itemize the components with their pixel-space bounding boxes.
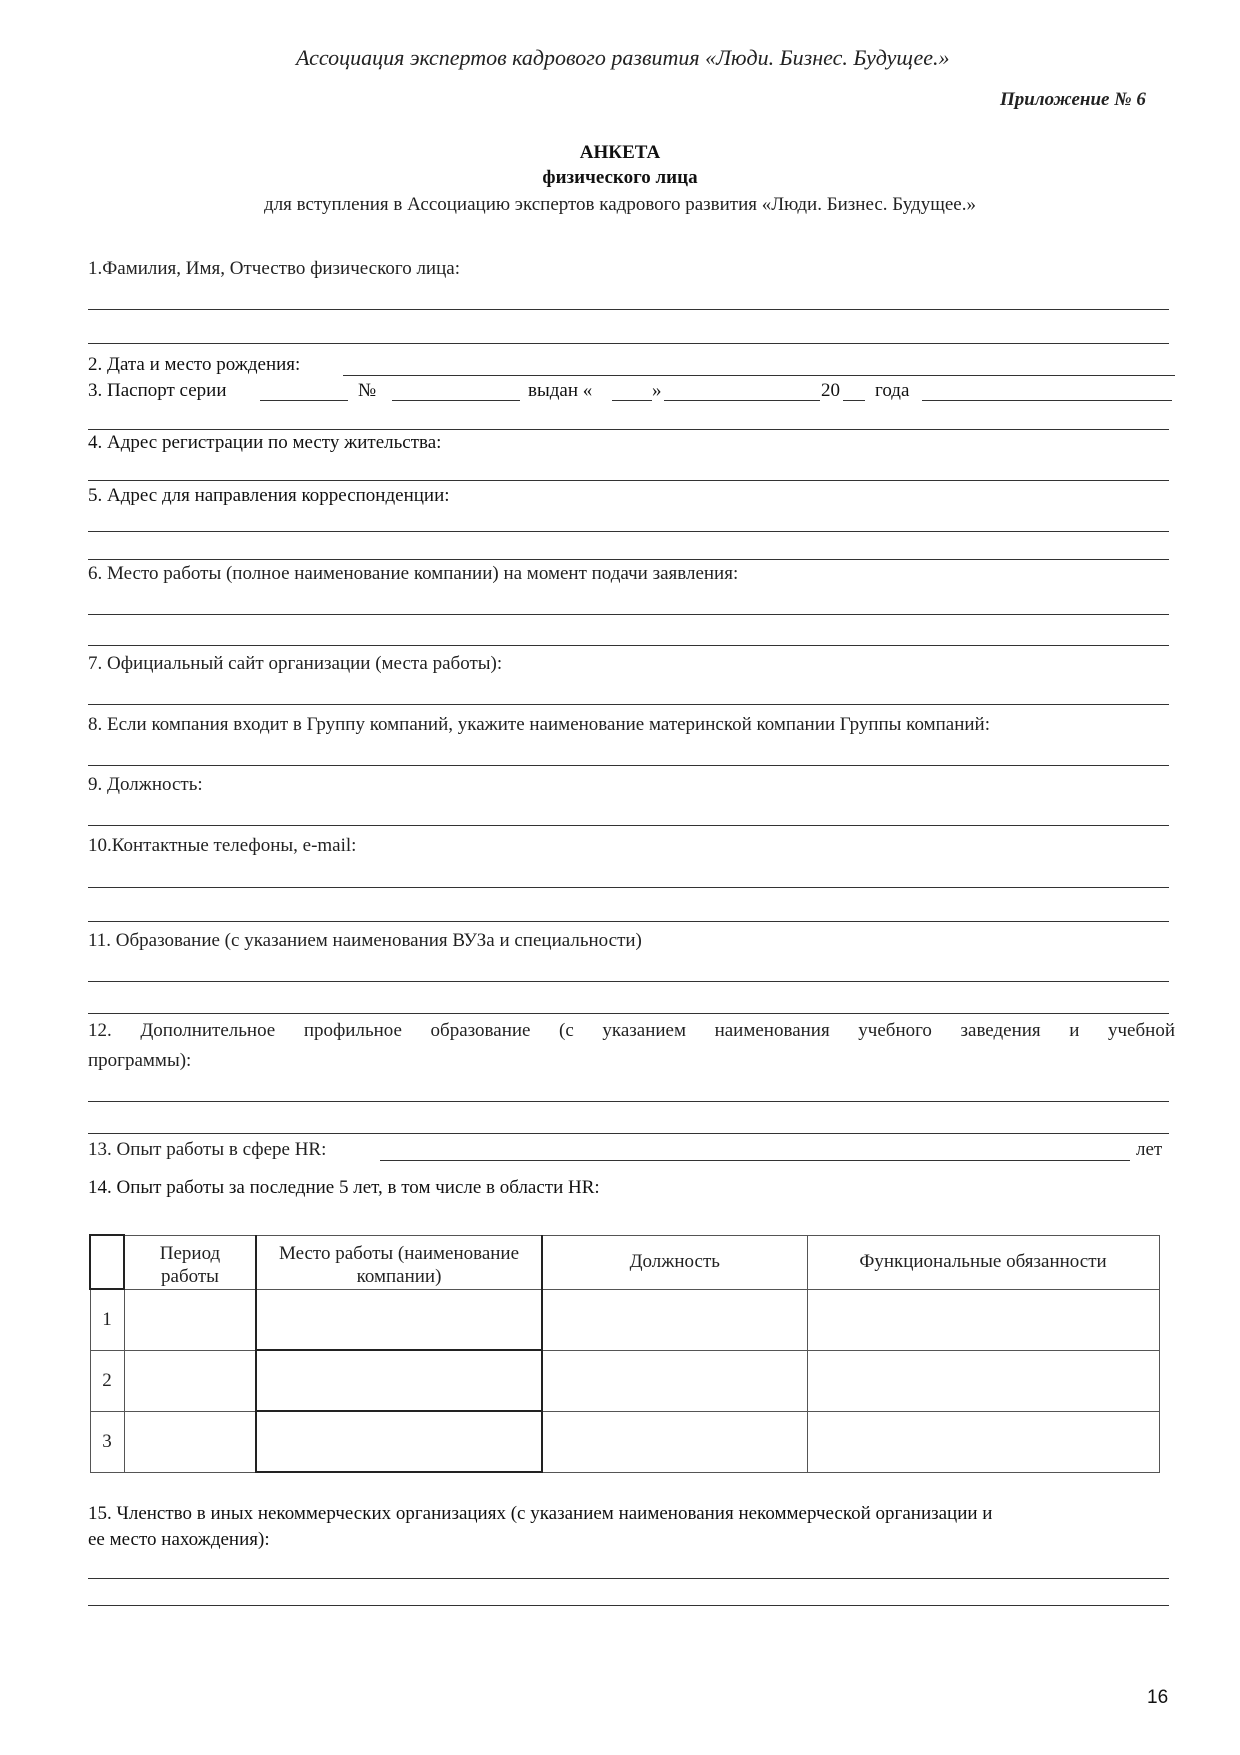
- passport-issuer-line-a[interactable]: [922, 400, 1172, 401]
- appendix-label: Приложение № 6: [1000, 89, 1146, 110]
- field-5-line-a[interactable]: [88, 531, 1169, 532]
- table-cell-duties[interactable]: [807, 1350, 1159, 1411]
- field-9-line[interactable]: [88, 825, 1169, 826]
- table-row-number: 2: [90, 1350, 124, 1411]
- table-header-number-cell: [90, 1235, 124, 1289]
- field-11-line-b[interactable]: [88, 1013, 1169, 1014]
- table-row-number: 3: [90, 1411, 124, 1472]
- table-header-duties: Функциональные обязанности: [807, 1235, 1159, 1289]
- table-cell-place[interactable]: [256, 1350, 542, 1411]
- passport-day-line[interactable]: [612, 400, 652, 401]
- field-8-label: 8. Если компания входит в Группу компаний, укажите наименование материнской компании Группы компаний:: [88, 714, 990, 735]
- table-row-number: 1: [90, 1289, 124, 1350]
- field-5-line-b[interactable]: [88, 559, 1169, 560]
- field-2-label: 2. Дата и место рождения:: [88, 354, 301, 375]
- passport-number-line[interactable]: [392, 400, 520, 401]
- table-row: [90, 1350, 1159, 1411]
- table-cell-position[interactable]: [542, 1411, 807, 1472]
- table-cell-place[interactable]: [256, 1411, 542, 1472]
- passport-month-line[interactable]: [664, 400, 820, 401]
- field-1-line-a[interactable]: [88, 309, 1169, 310]
- table-cell-period[interactable]: [124, 1289, 256, 1350]
- field-12-label-line-2: программы):: [88, 1050, 192, 1071]
- field-7-line[interactable]: [88, 704, 1169, 705]
- page-number: 16: [1147, 1687, 1169, 1708]
- field-15-label-line-2: ее место нахождения):: [88, 1529, 270, 1550]
- table-header-period: Период работы: [124, 1235, 256, 1289]
- field-12-line-a[interactable]: [88, 1101, 1169, 1102]
- field-6-label: 6. Место работы (полное наименование компании) на момент подачи заявления:: [88, 563, 739, 584]
- field-12-label-line-1: 12. Дополнительное профильное образование (с указанием наименования учебного заведения и учебной: [88, 1020, 1175, 1041]
- table-cell-period[interactable]: [124, 1350, 256, 1411]
- table-cell-place[interactable]: [256, 1289, 542, 1350]
- field-3-label: 3. Паспорт серии: [88, 380, 227, 401]
- field-4-label: 4. Адрес регистрации по месту жительства:: [88, 432, 442, 453]
- work-history-table: [89, 1234, 1160, 1473]
- field-1-line-b[interactable]: [88, 343, 1169, 344]
- passport-issued-label: выдан «: [528, 380, 593, 401]
- table-row: [90, 1289, 1159, 1350]
- field-4-line[interactable]: [88, 480, 1169, 481]
- passport-number-sign: №: [358, 380, 377, 401]
- field-10-line-b[interactable]: [88, 921, 1169, 922]
- table-cell-period[interactable]: [124, 1411, 256, 1472]
- table-header-row: [90, 1235, 1159, 1289]
- field-6-line-b[interactable]: [88, 645, 1169, 646]
- form-subtitle: физического лица: [542, 167, 698, 188]
- table-row: [90, 1411, 1159, 1472]
- field-10-line-a[interactable]: [88, 887, 1169, 888]
- form-title: АНКЕТА: [579, 142, 661, 163]
- field-8-line[interactable]: [88, 765, 1169, 766]
- passport-year-prefix: 20: [821, 380, 840, 401]
- table-header-position: Должность: [542, 1235, 807, 1289]
- field-13-unit: лет: [1136, 1139, 1163, 1160]
- field-9-label: 9. Должность:: [88, 774, 203, 795]
- table-header-place: Место работы (наименование компании): [256, 1235, 542, 1289]
- field-14-label: 14. Опыт работы за последние 5 лет, в том числе в области HR:: [88, 1177, 600, 1198]
- field-15-line-b[interactable]: [88, 1605, 1169, 1606]
- field-13-line[interactable]: [380, 1160, 1130, 1161]
- table-cell-position[interactable]: [542, 1350, 807, 1411]
- passport-issuer-line-b[interactable]: [88, 429, 1169, 430]
- field-1-label: 1.Фамилия, Имя, Отчество физического лица:: [88, 258, 460, 279]
- field-11-label: 11. Образование (с указанием наименования ВУЗа и специальности): [88, 930, 642, 951]
- passport-year-line[interactable]: [843, 400, 865, 401]
- field-12-line-b[interactable]: [88, 1133, 1169, 1134]
- field-11-line-a[interactable]: [88, 981, 1169, 982]
- passport-series-line[interactable]: [260, 400, 348, 401]
- table-cell-duties[interactable]: [807, 1411, 1159, 1472]
- field-10-label: 10.Контактные телефоны, e-mail:: [88, 835, 357, 856]
- field-6-line-a[interactable]: [88, 614, 1169, 615]
- field-5-label: 5. Адрес для направления корреспонденции:: [88, 485, 450, 506]
- passport-quote-close: »: [652, 380, 662, 401]
- table-cell-position[interactable]: [542, 1289, 807, 1350]
- field-15-line-a[interactable]: [88, 1578, 1169, 1579]
- field-7-label: 7. Официальный сайт организации (места работы):: [88, 653, 503, 674]
- field-2-line[interactable]: [343, 375, 1175, 376]
- field-15-label-line-1: 15. Членство в иных некоммерческих организациях (с указанием наименования некоммерческой организации и: [88, 1503, 993, 1524]
- association-header: Ассоциация экспертов кадрового развития «Люди. Бизнес. Будущее.»: [296, 45, 950, 70]
- form-purpose: для вступления в Ассоциацию экспертов кадрового развития «Люди. Бизнес. Будущее.»: [264, 194, 976, 215]
- table-cell-duties[interactable]: [807, 1289, 1159, 1350]
- passport-year-word: года: [875, 380, 910, 401]
- field-13-label: 13. Опыт работы в сфере HR:: [88, 1139, 327, 1160]
